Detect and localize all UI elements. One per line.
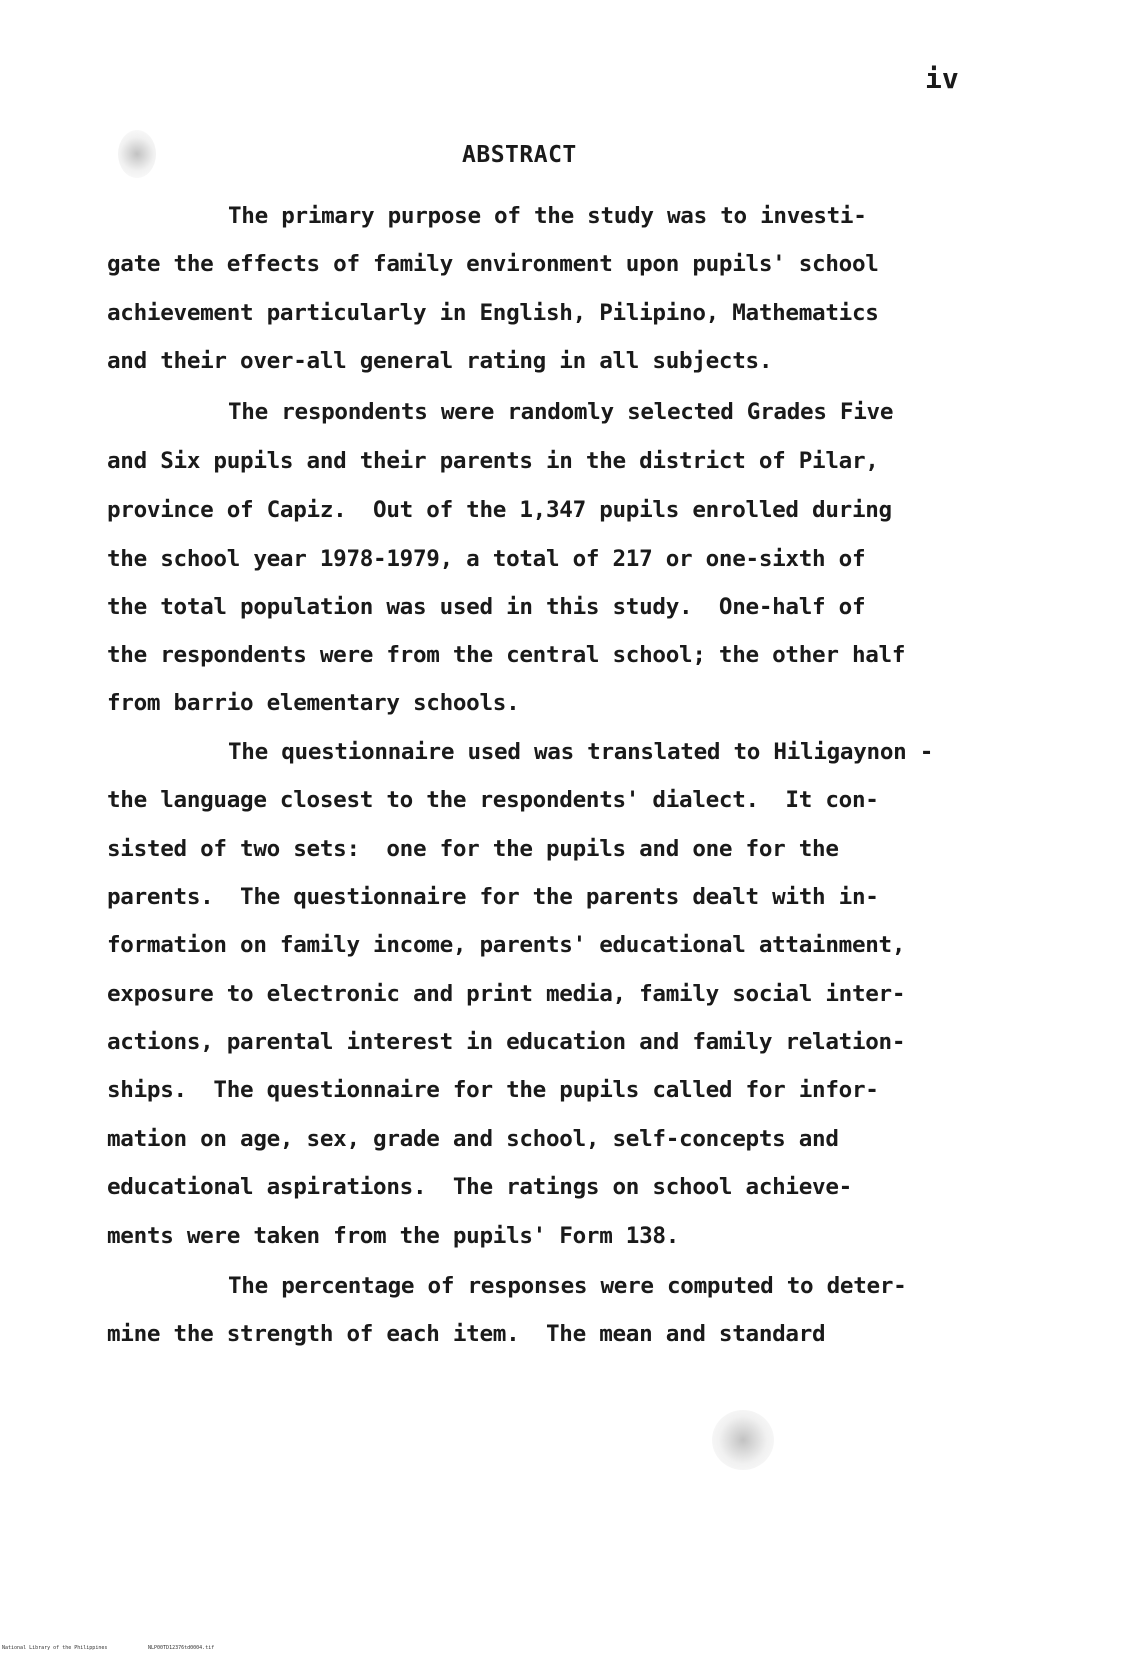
footer-library: National Library of the Philippines bbox=[2, 1645, 108, 1651]
page-number: iv bbox=[925, 62, 959, 95]
body-line: the language closest to the respondents' dialect. It con- bbox=[107, 787, 879, 813]
body-line: The questionnaire used was translated to Hiligaynon - bbox=[228, 739, 934, 765]
scan-smudge-top-left bbox=[118, 130, 156, 178]
body-line: ships. The questionnaire for the pupils called for infor- bbox=[107, 1077, 879, 1103]
body-line: The respondents were randomly selected Grades Five bbox=[228, 399, 894, 425]
body-line: the school year 1978-1979, a total of 217 or one-sixth of bbox=[107, 546, 866, 572]
body-line: educational aspirations. The ratings on school achieve- bbox=[107, 1174, 852, 1200]
body-line: and Six pupils and their parents in the district of Pilar, bbox=[107, 448, 879, 474]
body-line: formation on family income, parents' educational attainment, bbox=[107, 932, 906, 958]
body-line: gate the effects of family environment upon pupils' school bbox=[107, 251, 879, 277]
body-line: exposure to electronic and print media, family social inter- bbox=[107, 981, 906, 1007]
body-line: sisted of two sets: one for the pupils and one for the bbox=[107, 836, 839, 862]
body-line: from barrio elementary schools. bbox=[107, 690, 520, 716]
body-line: province of Capiz. Out of the 1,347 pupils enrolled during bbox=[107, 497, 892, 523]
body-line: parents. The questionnaire for the parents dealt with in- bbox=[107, 884, 879, 910]
body-line: mation on age, sex, grade and school, self-concepts and bbox=[107, 1126, 839, 1152]
footer-file: NLP00TD12376td0004.tif bbox=[148, 1645, 215, 1651]
abstract-title: ABSTRACT bbox=[462, 142, 577, 168]
body-line: the total population was used in this study. One-half of bbox=[107, 594, 866, 620]
body-line: The primary purpose of the study was to investi- bbox=[228, 203, 867, 229]
scan-smudge-bottom-right bbox=[712, 1410, 774, 1470]
body-line: The percentage of responses were computed to deter- bbox=[228, 1273, 907, 1299]
body-line: actions, parental interest in education and family relation- bbox=[107, 1029, 906, 1055]
body-line: achievement particularly in English, Pilipino, Mathematics bbox=[107, 300, 879, 326]
body-line: and their over-all general rating in all subjects. bbox=[107, 348, 773, 374]
body-line: the respondents were from the central school; the other half bbox=[107, 642, 906, 668]
body-line: ments were taken from the pupils' Form 138. bbox=[107, 1223, 680, 1249]
body-line: mine the strength of each item. The mean and standard bbox=[107, 1321, 826, 1347]
